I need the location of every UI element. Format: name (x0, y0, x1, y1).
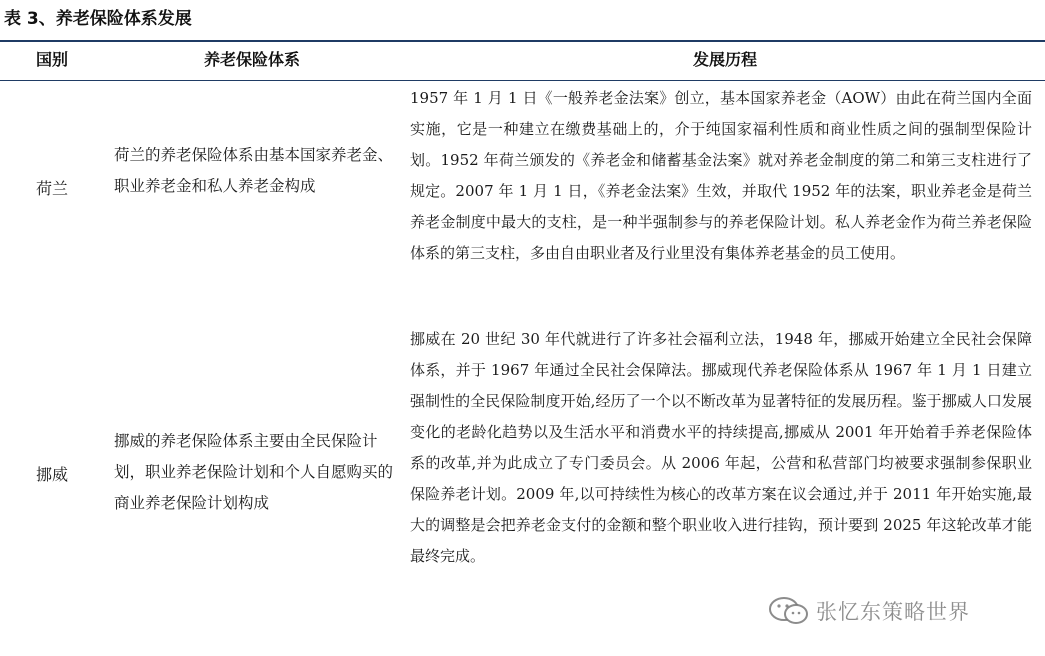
row-system: 荷兰的养老保险体系由基本国家养老金、职业养老金和私人养老金构成 (114, 146, 394, 195)
row-history: 挪威在 20 世纪 30 年代就进行了许多社会福利立法，1948 年，挪威开始建立全民社会保障体系，并于 1967 年通过全民社会保障法。挪威现代养老保险体系从 1967 年 1 月 1 日建立强制性的全民保险制度开始,经历了一个以不断改革为显著特征的发展历程。鉴于挪威人口发展变化的老龄化趋势以及生活水平和消费水平的持续提高,挪威从 2001 年开始着手养老保险体系的改革,并为此成立了专门委员会。从 2006 年起，公营和私营部门均被要求强制参保职业保险养老计划。2009 年,以可持续性为核心的改革方案在议会通过,并于 2011 年开始实施,最大的调整是会把养老金支付的金额和整个职业收入进行挂钩，预计要到 2025 年这轮改革才能最终完成。 (410, 330, 1032, 565)
chat-bubble-icon (768, 596, 810, 626)
row-history: 1957 年 1 月 1 日《一般养老金法案》创立，基本国家养老金（AOW）由此在荷兰国内全面实施，它是一种建立在缴费基础上的，介于纯国家福利性质和商业性质之间的强制型保险计划。1952 年荷兰颁发的《养老金和储蓄基金法案》就对养老金制度的第二和第三支柱进行了规定。2007 年 1 月 1 日，《养老金法案》生效，并取代 1952 年的法案，职业养老金是荷兰养老金制度中最大的支柱，是一种半强制参与的养老保险计划。私人养老金作为荷兰养老保险体系的第三支柱，多由自由职业者及行业里没有集体养老基金的员工使用。 (410, 89, 1032, 262)
row-country: 挪威 (35, 465, 68, 484)
row-country: 荷兰 (35, 179, 68, 198)
watermark-text: 张忆东策略世界 (816, 600, 970, 624)
watermark (768, 596, 970, 626)
table-title: 表 3、养老保险体系发展 (4, 9, 192, 29)
header-country: 国别 (35, 50, 68, 69)
header-bottom-rule (0, 80, 1045, 81)
header-history: 发展历程 (692, 50, 757, 69)
header-system: 养老保险体系 (203, 50, 300, 69)
row-system: 挪威的养老保险体系主要由全民保险计划，职业养老保险计划和个人自愿购买的商业养老保险计划构成 (114, 432, 394, 512)
table-top-rule (0, 40, 1045, 42)
